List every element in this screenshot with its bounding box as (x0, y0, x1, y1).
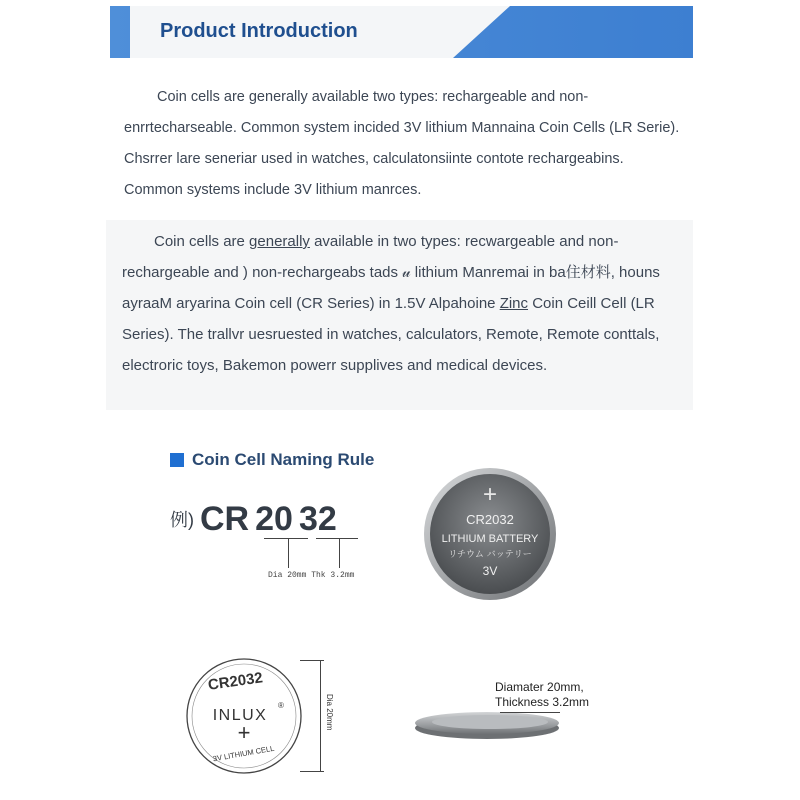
coin-bottom-brand: INLUX (212, 707, 268, 724)
diameter-underline (264, 538, 308, 539)
coin-bottom-plus: + (237, 720, 251, 745)
naming-rule-title (170, 450, 374, 470)
coin-top-model: CR2032 (466, 512, 514, 527)
naming-rule-label: Coin Cell Naming Rule (192, 450, 375, 469)
coin-bottom-trademark: ® (278, 701, 284, 710)
side-view-label-line1: Diamater 20mm, (495, 680, 584, 694)
side-view-label (495, 680, 589, 710)
example-prefix: 例) (170, 510, 194, 530)
intro-paragraph-1: Coin cells are generally available two types: rechargeable and non-enrrtecharseable. Common system incided 3V lithium Mannaina Coin Cells (LR Serie). Chsrrer lare seneriar used in watches, calculatonsiinte contote rechargeabins. Common systems include 3V lithium manrces. (124, 89, 680, 198)
dim-top-tick (300, 660, 324, 661)
intro-paragraph-2 (122, 226, 688, 381)
naming-example (170, 500, 337, 539)
coin-bottom-model: CR2032 (206, 669, 264, 694)
diameter-pointer (288, 538, 289, 568)
diameter-dimension-label: Dia 20mm (325, 694, 334, 731)
para2-underline-b: Zinc (499, 295, 529, 312)
code-thickness: 32 (298, 500, 337, 538)
dim-bottom-tick (300, 771, 324, 772)
side-view-pointer (500, 712, 560, 713)
coin-top-line2: リチウム バッテリー (448, 550, 532, 560)
para2-text-c: Coin Ceill Cell (LR Series). The trallvr uesruested in watches, calculators, Remote, Remote conttals, electroric toys, Bakemon powerr supplives and medical devices. (122, 295, 660, 374)
thickness-underline (316, 538, 358, 539)
code-cr: CR (200, 500, 250, 538)
page-title: Product Introduction (160, 20, 358, 42)
diameter-dimension-line (320, 660, 321, 772)
square-bullet-icon (170, 453, 184, 467)
side-view-label-line2: Thickness 3.2mm (495, 695, 590, 709)
coin-top-line1: LITHIUM BATTERY (441, 533, 539, 545)
coin-top-plus: + (482, 481, 498, 508)
coin-side-view-image (412, 704, 562, 744)
header-banner (110, 6, 693, 58)
naming-annotation: Dia 20mm Thk 3.2mm (268, 571, 355, 580)
para2-underline-a: generally (249, 233, 310, 250)
para2-text-b: available in two types: recwargeable and non-rechargeable and ) non-rechargeabs tads 𝓊 lithium Manremai in ba住材料, houns ayraaM aryarina Coin cell (CR Series) in 1.5V Alpahoine (122, 233, 660, 312)
thickness-pointer (339, 538, 340, 568)
code-diameter: 20 (255, 500, 293, 538)
coin-cell-diagram (184, 656, 304, 776)
coin-cell-top-image (422, 466, 558, 602)
para2-text-a: Coin cells are (154, 233, 250, 250)
coin-top-voltage: 3V (482, 564, 498, 578)
coin-bottom-cell-text: 3V LITHIUM CELL (212, 743, 275, 764)
